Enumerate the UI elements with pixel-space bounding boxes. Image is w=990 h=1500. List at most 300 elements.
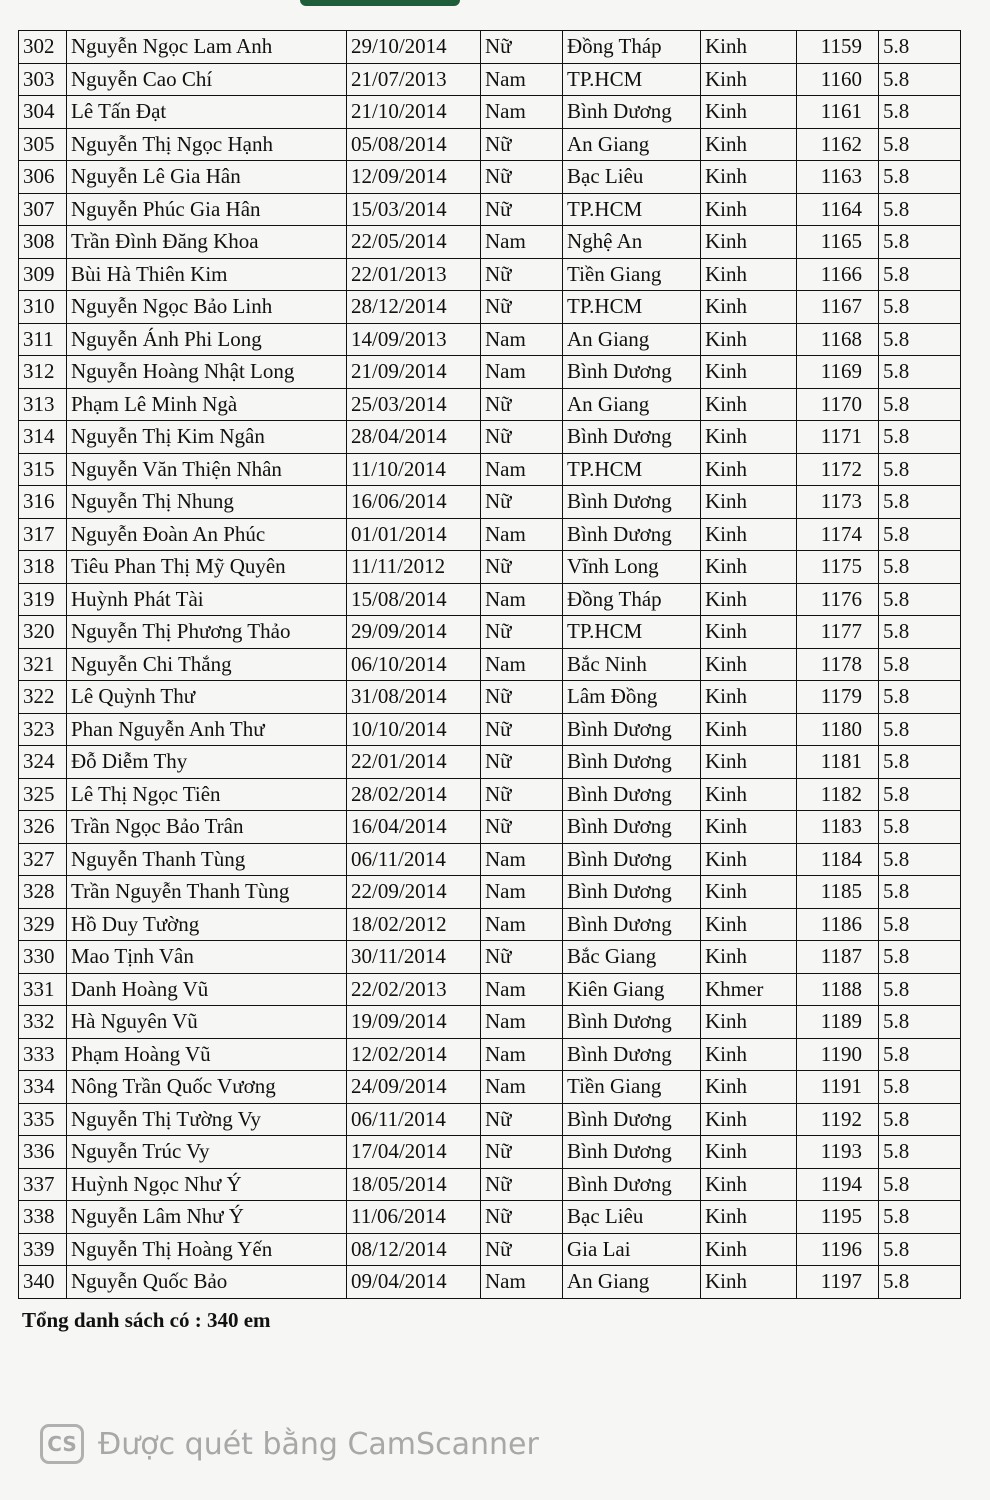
row-number-cell: 310 [19, 291, 67, 324]
table-row [19, 258, 961, 291]
ethnicity-cell: Kinh [701, 96, 797, 129]
row-number-cell: 304 [19, 96, 67, 129]
birth-date-cell: 30/11/2014 [347, 941, 481, 974]
gender-cell: Nam [481, 323, 563, 356]
ethnicity-cell: Kinh [701, 258, 797, 291]
gender-cell: Nữ [481, 258, 563, 291]
score-cell: 5.8 [879, 486, 961, 519]
ethnicity-cell: Kinh [701, 876, 797, 909]
student-name-cell: Lê Tấn Đạt [67, 96, 347, 129]
student-name-cell: Nguyễn Ngọc Bảo Linh [67, 291, 347, 324]
birthplace-cell: Vĩnh Long [563, 551, 701, 584]
birth-date-cell: 11/11/2012 [347, 551, 481, 584]
candidate-number-cell: 1163 [797, 161, 879, 194]
student-name-cell: Mao Tịnh Vân [67, 941, 347, 974]
scan-top-edge-mark [300, 0, 460, 6]
birthplace-cell: Bình Dương [563, 811, 701, 844]
birthplace-cell: Bình Dương [563, 778, 701, 811]
student-name-cell: Nguyễn Chi Thắng [67, 648, 347, 681]
gender-cell: Nữ [481, 811, 563, 844]
birthplace-cell: Tiền Giang [563, 1071, 701, 1104]
row-number-cell: 306 [19, 161, 67, 194]
birth-date-cell: 29/09/2014 [347, 616, 481, 649]
birthplace-cell: Bình Dương [563, 518, 701, 551]
birthplace-cell: Bình Dương [563, 746, 701, 779]
gender-cell: Nữ [481, 778, 563, 811]
score-cell: 5.8 [879, 388, 961, 421]
gender-cell: Nam [481, 1071, 563, 1104]
candidate-number-cell: 1165 [797, 226, 879, 259]
score-cell: 5.8 [879, 746, 961, 779]
score-cell: 5.8 [879, 63, 961, 96]
ethnicity-cell: Kinh [701, 681, 797, 714]
gender-cell: Nam [481, 843, 563, 876]
birthplace-cell: An Giang [563, 1266, 701, 1299]
birth-date-cell: 22/02/2013 [347, 973, 481, 1006]
score-cell: 5.8 [879, 1201, 961, 1234]
candidate-number-cell: 1188 [797, 973, 879, 1006]
ethnicity-cell: Kinh [701, 941, 797, 974]
birth-date-cell: 28/12/2014 [347, 291, 481, 324]
ethnicity-cell: Kinh [701, 486, 797, 519]
gender-cell: Nam [481, 876, 563, 909]
table-row [19, 96, 961, 129]
birth-date-cell: 16/06/2014 [347, 486, 481, 519]
ethnicity-cell: Kinh [701, 388, 797, 421]
student-name-cell: Phạm Hoàng Vũ [67, 1038, 347, 1071]
candidate-number-cell: 1173 [797, 486, 879, 519]
candidate-number-cell: 1177 [797, 616, 879, 649]
birthplace-cell: TP.HCM [563, 616, 701, 649]
student-name-cell: Trần Đình Đăng Khoa [67, 226, 347, 259]
student-name-cell: Nguyễn Thị Hoàng Yến [67, 1233, 347, 1266]
table-row [19, 31, 961, 64]
student-name-cell: Nông Trần Quốc Vương [67, 1071, 347, 1104]
birthplace-cell: TP.HCM [563, 63, 701, 96]
table-row [19, 323, 961, 356]
score-cell: 5.8 [879, 908, 961, 941]
row-number-cell: 330 [19, 941, 67, 974]
gender-cell: Nam [481, 583, 563, 616]
ethnicity-cell: Kinh [701, 1038, 797, 1071]
table-row [19, 973, 961, 1006]
row-number-cell: 321 [19, 648, 67, 681]
table-row [19, 226, 961, 259]
student-name-cell: Hà Nguyên Vũ [67, 1006, 347, 1039]
student-name-cell: Nguyễn Lâm Như Ý [67, 1201, 347, 1234]
row-number-cell: 307 [19, 193, 67, 226]
student-name-cell: Nguyễn Ánh Phi Long [67, 323, 347, 356]
birth-date-cell: 17/04/2014 [347, 1136, 481, 1169]
ethnicity-cell: Kinh [701, 843, 797, 876]
candidate-number-cell: 1195 [797, 1201, 879, 1234]
birth-date-cell: 12/09/2014 [347, 161, 481, 194]
table-row [19, 1233, 961, 1266]
student-name-cell: Đỗ Diễm Thy [67, 746, 347, 779]
row-number-cell: 340 [19, 1266, 67, 1299]
birth-date-cell: 10/10/2014 [347, 713, 481, 746]
row-number-cell: 319 [19, 583, 67, 616]
candidate-number-cell: 1182 [797, 778, 879, 811]
student-name-cell: Nguyễn Cao Chí [67, 63, 347, 96]
student-name-cell: Tiêu Phan Thị Mỹ Quyên [67, 551, 347, 584]
candidate-number-cell: 1162 [797, 128, 879, 161]
camscanner-watermark [40, 1424, 539, 1464]
gender-cell: Nam [481, 1038, 563, 1071]
ethnicity-cell: Kinh [701, 746, 797, 779]
birthplace-cell: Bình Dương [563, 486, 701, 519]
gender-cell: Nam [481, 1266, 563, 1299]
candidate-number-cell: 1186 [797, 908, 879, 941]
ethnicity-cell: Kinh [701, 453, 797, 486]
student-name-cell: Nguyễn Văn Thiện Nhân [67, 453, 347, 486]
birth-date-cell: 09/04/2014 [347, 1266, 481, 1299]
ethnicity-cell: Kinh [701, 648, 797, 681]
student-name-cell: Huỳnh Phát Tài [67, 583, 347, 616]
birth-date-cell: 21/09/2014 [347, 356, 481, 389]
birth-date-cell: 22/05/2014 [347, 226, 481, 259]
birthplace-cell: Bắc Giang [563, 941, 701, 974]
ethnicity-cell: Kinh [701, 356, 797, 389]
candidate-number-cell: 1164 [797, 193, 879, 226]
birth-date-cell: 06/11/2014 [347, 1103, 481, 1136]
birthplace-cell: Bạc Liêu [563, 161, 701, 194]
student-name-cell: Nguyễn Hoàng Nhật Long [67, 356, 347, 389]
score-cell: 5.8 [879, 1103, 961, 1136]
candidate-number-cell: 1170 [797, 388, 879, 421]
row-number-cell: 323 [19, 713, 67, 746]
birth-date-cell: 22/01/2014 [347, 746, 481, 779]
ethnicity-cell: Kinh [701, 811, 797, 844]
student-name-cell: Nguyễn Thị Ngọc Hạnh [67, 128, 347, 161]
candidate-number-cell: 1190 [797, 1038, 879, 1071]
candidate-number-cell: 1174 [797, 518, 879, 551]
birth-date-cell: 11/06/2014 [347, 1201, 481, 1234]
gender-cell: Nữ [481, 486, 563, 519]
table-row [19, 746, 961, 779]
gender-cell: Nữ [481, 746, 563, 779]
score-cell: 5.8 [879, 1136, 961, 1169]
table-row [19, 1103, 961, 1136]
row-number-cell: 315 [19, 453, 67, 486]
birthplace-cell: Nghệ An [563, 226, 701, 259]
score-cell: 5.8 [879, 96, 961, 129]
score-cell: 5.8 [879, 161, 961, 194]
score-cell: 5.8 [879, 421, 961, 454]
score-cell: 5.8 [879, 453, 961, 486]
camscanner-logo-icon: CS [40, 1424, 84, 1464]
score-cell: 5.8 [879, 193, 961, 226]
candidate-number-cell: 1179 [797, 681, 879, 714]
birth-date-cell: 22/01/2013 [347, 258, 481, 291]
ethnicity-cell: Kinh [701, 421, 797, 454]
student-name-cell: Lê Quỳnh Thư [67, 681, 347, 714]
row-number-cell: 322 [19, 681, 67, 714]
camscanner-watermark-text: Được quét bằng CamScanner [98, 1426, 539, 1462]
table-row [19, 1071, 961, 1104]
candidate-number-cell: 1178 [797, 648, 879, 681]
student-name-cell: Danh Hoàng Vũ [67, 973, 347, 1006]
student-name-cell: Nguyễn Thanh Tùng [67, 843, 347, 876]
birthplace-cell: Bạc Liêu [563, 1201, 701, 1234]
score-cell: 5.8 [879, 973, 961, 1006]
score-cell: 5.8 [879, 323, 961, 356]
table-row [19, 453, 961, 486]
student-name-cell: Nguyễn Trúc Vy [67, 1136, 347, 1169]
score-cell: 5.8 [879, 258, 961, 291]
table-row [19, 811, 961, 844]
table-row [19, 681, 961, 714]
ethnicity-cell: Kinh [701, 291, 797, 324]
birth-date-cell: 28/04/2014 [347, 421, 481, 454]
gender-cell: Nam [481, 648, 563, 681]
table-row [19, 1201, 961, 1234]
row-number-cell: 331 [19, 973, 67, 1006]
row-number-cell: 309 [19, 258, 67, 291]
ethnicity-cell: Kinh [701, 551, 797, 584]
gender-cell: Nam [481, 96, 563, 129]
student-name-cell: Lê Thị Ngọc Tiên [67, 778, 347, 811]
student-name-cell: Trần Nguyễn Thanh Tùng [67, 876, 347, 909]
row-number-cell: 312 [19, 356, 67, 389]
candidate-number-cell: 1180 [797, 713, 879, 746]
row-number-cell: 332 [19, 1006, 67, 1039]
candidate-number-cell: 1185 [797, 876, 879, 909]
score-cell: 5.8 [879, 128, 961, 161]
gender-cell: Nam [481, 518, 563, 551]
birthplace-cell: Bình Dương [563, 356, 701, 389]
ethnicity-cell: Kinh [701, 1201, 797, 1234]
row-number-cell: 329 [19, 908, 67, 941]
birth-date-cell: 28/02/2014 [347, 778, 481, 811]
student-roster-table [18, 30, 961, 1299]
birth-date-cell: 15/03/2014 [347, 193, 481, 226]
student-name-cell: Phạm Lê Minh Ngà [67, 388, 347, 421]
student-name-cell: Hồ Duy Tường [67, 908, 347, 941]
score-cell: 5.8 [879, 1266, 961, 1299]
table-row [19, 583, 961, 616]
birth-date-cell: 25/03/2014 [347, 388, 481, 421]
table-row [19, 551, 961, 584]
student-name-cell: Nguyễn Thị Kim Ngân [67, 421, 347, 454]
birth-date-cell: 08/12/2014 [347, 1233, 481, 1266]
ethnicity-cell: Kinh [701, 616, 797, 649]
birth-date-cell: 31/08/2014 [347, 681, 481, 714]
ethnicity-cell: Kinh [701, 1233, 797, 1266]
gender-cell: Nam [481, 226, 563, 259]
student-name-cell: Nguyễn Thị Nhung [67, 486, 347, 519]
gender-cell: Nam [481, 1006, 563, 1039]
birthplace-cell: Kiên Giang [563, 973, 701, 1006]
row-number-cell: 318 [19, 551, 67, 584]
birth-date-cell: 15/08/2014 [347, 583, 481, 616]
score-cell: 5.8 [879, 681, 961, 714]
candidate-number-cell: 1184 [797, 843, 879, 876]
table-row [19, 843, 961, 876]
gender-cell: Nam [481, 63, 563, 96]
row-number-cell: 328 [19, 876, 67, 909]
score-cell: 5.8 [879, 778, 961, 811]
birthplace-cell: Đồng Tháp [563, 31, 701, 64]
birth-date-cell: 01/01/2014 [347, 518, 481, 551]
birth-date-cell: 06/11/2014 [347, 843, 481, 876]
row-number-cell: 313 [19, 388, 67, 421]
roster-body [19, 31, 961, 1299]
ethnicity-cell: Kinh [701, 226, 797, 259]
table-row [19, 908, 961, 941]
table-row [19, 1136, 961, 1169]
row-number-cell: 336 [19, 1136, 67, 1169]
score-cell: 5.8 [879, 1168, 961, 1201]
candidate-number-cell: 1169 [797, 356, 879, 389]
birthplace-cell: Bình Dương [563, 1168, 701, 1201]
candidate-number-cell: 1196 [797, 1233, 879, 1266]
table-row [19, 713, 961, 746]
ethnicity-cell: Kinh [701, 1103, 797, 1136]
ethnicity-cell: Kinh [701, 1071, 797, 1104]
gender-cell: Nữ [481, 161, 563, 194]
gender-cell: Nữ [481, 1103, 563, 1136]
row-number-cell: 316 [19, 486, 67, 519]
table-row [19, 1038, 961, 1071]
candidate-number-cell: 1161 [797, 96, 879, 129]
student-name-cell: Nguyễn Lê Gia Hân [67, 161, 347, 194]
table-row [19, 616, 961, 649]
ethnicity-cell: Kinh [701, 713, 797, 746]
table-row [19, 941, 961, 974]
gender-cell: Nam [481, 356, 563, 389]
birthplace-cell: Gia Lai [563, 1233, 701, 1266]
ethnicity-cell: Kinh [701, 1266, 797, 1299]
score-cell: 5.8 [879, 518, 961, 551]
candidate-number-cell: 1181 [797, 746, 879, 779]
candidate-number-cell: 1172 [797, 453, 879, 486]
student-name-cell: Nguyễn Phúc Gia Hân [67, 193, 347, 226]
birthplace-cell: Bình Dương [563, 713, 701, 746]
ethnicity-cell: Kinh [701, 908, 797, 941]
birth-date-cell: 11/10/2014 [347, 453, 481, 486]
ethnicity-cell: Kinh [701, 583, 797, 616]
row-number-cell: 314 [19, 421, 67, 454]
score-cell: 5.8 [879, 616, 961, 649]
row-number-cell: 338 [19, 1201, 67, 1234]
score-cell: 5.8 [879, 811, 961, 844]
row-number-cell: 311 [19, 323, 67, 356]
student-name-cell: Nguyễn Ngọc Lam Anh [67, 31, 347, 64]
gender-cell: Nữ [481, 1201, 563, 1234]
ethnicity-cell: Kinh [701, 63, 797, 96]
ethnicity-cell: Kinh [701, 778, 797, 811]
gender-cell: Nữ [481, 31, 563, 64]
row-number-cell: 325 [19, 778, 67, 811]
table-row [19, 778, 961, 811]
score-cell: 5.8 [879, 1006, 961, 1039]
student-name-cell: Bùi Hà Thiên Kim [67, 258, 347, 291]
score-cell: 5.8 [879, 31, 961, 64]
birth-date-cell: 21/10/2014 [347, 96, 481, 129]
birthplace-cell: TP.HCM [563, 291, 701, 324]
row-number-cell: 335 [19, 1103, 67, 1136]
birthplace-cell: An Giang [563, 323, 701, 356]
birthplace-cell: Bình Dương [563, 908, 701, 941]
birthplace-cell: Bình Dương [563, 1038, 701, 1071]
score-cell: 5.8 [879, 291, 961, 324]
candidate-number-cell: 1168 [797, 323, 879, 356]
row-number-cell: 303 [19, 63, 67, 96]
table-row [19, 876, 961, 909]
candidate-number-cell: 1191 [797, 1071, 879, 1104]
birth-date-cell: 29/10/2014 [347, 31, 481, 64]
birth-date-cell: 16/04/2014 [347, 811, 481, 844]
gender-cell: Nữ [481, 551, 563, 584]
row-number-cell: 302 [19, 31, 67, 64]
row-number-cell: 320 [19, 616, 67, 649]
student-name-cell: Nguyễn Đoàn An Phúc [67, 518, 347, 551]
table-row [19, 193, 961, 226]
ethnicity-cell: Kinh [701, 1006, 797, 1039]
gender-cell: Nam [481, 908, 563, 941]
table-row [19, 486, 961, 519]
candidate-number-cell: 1192 [797, 1103, 879, 1136]
table-row [19, 128, 961, 161]
gender-cell: Nữ [481, 388, 563, 421]
ethnicity-cell: Kinh [701, 1136, 797, 1169]
birth-date-cell: 18/02/2012 [347, 908, 481, 941]
score-cell: 5.8 [879, 1071, 961, 1104]
gender-cell: Nữ [481, 1136, 563, 1169]
birthplace-cell: Bình Dương [563, 1006, 701, 1039]
table-row [19, 1266, 961, 1299]
birthplace-cell: Bình Dương [563, 843, 701, 876]
candidate-number-cell: 1194 [797, 1168, 879, 1201]
candidate-number-cell: 1187 [797, 941, 879, 974]
birth-date-cell: 22/09/2014 [347, 876, 481, 909]
total-count-text: Tổng danh sách có : 340 em [22, 1308, 271, 1332]
score-cell: 5.8 [879, 1233, 961, 1266]
ethnicity-cell: Kinh [701, 518, 797, 551]
birth-date-cell: 18/05/2014 [347, 1168, 481, 1201]
row-number-cell: 324 [19, 746, 67, 779]
birthplace-cell: Tiền Giang [563, 258, 701, 291]
candidate-number-cell: 1176 [797, 583, 879, 616]
score-cell: 5.8 [879, 843, 961, 876]
candidate-number-cell: 1175 [797, 551, 879, 584]
table-row [19, 161, 961, 194]
table-row [19, 1168, 961, 1201]
table-row [19, 518, 961, 551]
birthplace-cell: Bình Dương [563, 96, 701, 129]
gender-cell: Nữ [481, 1233, 563, 1266]
table-row [19, 63, 961, 96]
score-cell: 5.8 [879, 356, 961, 389]
row-number-cell: 339 [19, 1233, 67, 1266]
table-row [19, 421, 961, 454]
gender-cell: Nữ [481, 616, 563, 649]
candidate-number-cell: 1197 [797, 1266, 879, 1299]
score-cell: 5.8 [879, 648, 961, 681]
candidate-number-cell: 1183 [797, 811, 879, 844]
gender-cell: Nữ [481, 681, 563, 714]
birthplace-cell: TP.HCM [563, 453, 701, 486]
gender-cell: Nữ [481, 941, 563, 974]
birth-date-cell: 14/09/2013 [347, 323, 481, 356]
birthplace-cell: Lâm Đồng [563, 681, 701, 714]
row-number-cell: 317 [19, 518, 67, 551]
birth-date-cell: 21/07/2013 [347, 63, 481, 96]
row-number-cell: 334 [19, 1071, 67, 1104]
score-cell: 5.8 [879, 1038, 961, 1071]
ethnicity-cell: Kinh [701, 128, 797, 161]
